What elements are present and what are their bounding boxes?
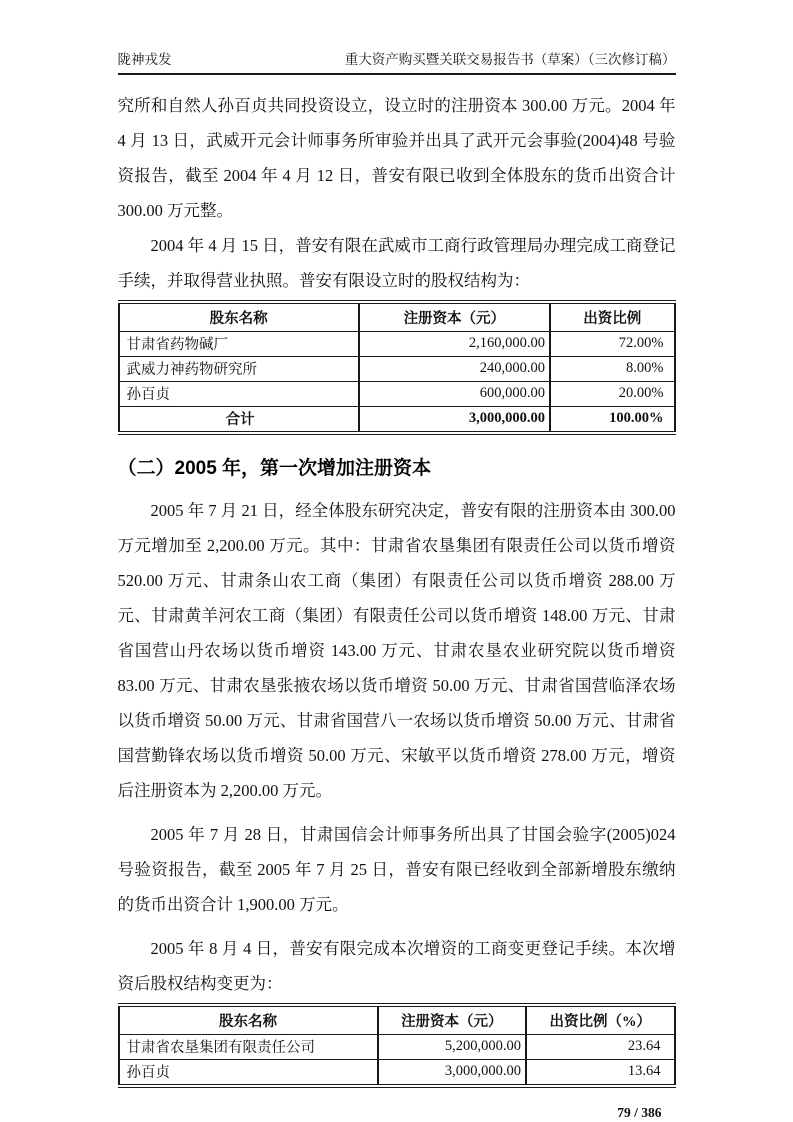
paragraph-establishment: 究所和自然人孙百贞共同投资设立，设立时的注册资本 300.00 万元。2004 年 4 月 13 日，武威开元会计师事务所审验并出具了武开元会事验(2004)48 号验资报告，截至 2004 年 4 月 12 日，普安有限已收到全体股东的货币出资合计 300.00 万元整。 [117,96,676,220]
paragraph-capital-increase: 2005 年 7 月 21 日，经全体股东研究决定，普安有限的注册资本由 300.00 万元增加至 2,200.00 万元。其中：甘肃省农垦集团有限责任公司以货币增资 520.00 万元、甘肃条山农工商（集团）有限责任公司以货币增资 288.00 万元、甘肃黄羊河农工商（集团）有限责任公司以货币增资 148.00 万元、甘肃省国营山丹农场以货币增资 143.00 万元、甘肃农垦农业研究院以货币增资 83.00 万元、甘肃农垦张掖农场以货币增资 50.00 万元、甘肃省国营临泽农场以货币增资 50.00 万元、甘肃省国营八一农场以货币增资 50.00 万元、甘肃省国营勤锋农场以货币增资 50.00 万元、宋敏平以货币增资 278.00 万元，增资后注册资本为 2,200.00 万元。 [117,501,676,800]
capital-cell: 240,000.00 [359,356,550,381]
paragraph-capital-verification: 2005 年 7 月 28 日，甘肃国信会计师事务所出具了甘国会验字(2005)024 号验资报告，截至 2005 年 7 月 25 日，普安有限已经收到全部新增股东缴纳的货币出资合计 1,900.00 万元。 [117,825,676,914]
table-header-row [119,1007,675,1034]
shareholder-table-initial [118,300,676,435]
col-header-shareholder: 股东名称 [119,304,359,331]
table-row [119,1034,675,1059]
table-row [119,356,675,381]
col-header-capital: 注册资本（元） [378,1007,526,1034]
header-report-title: 重大资产购买暨关联交易报告书（草案）（三次修订稿） [344,52,676,67]
col-header-shareholder: 股东名称 [119,1007,378,1034]
paragraph-registration-change: 2005 年 8 月 4 日，普安有限完成本次增资的工商变更登记手续。本次增资后股权结构变更为： [117,939,676,993]
ratio-cell: 13.64 [526,1059,674,1084]
table-row [119,1059,675,1084]
col-header-ratio: 出资比例（%） [526,1007,674,1034]
running-header [118,50,676,75]
ratio-cell: 23.64 [526,1034,674,1059]
shareholder-name-cell: 孙百贞 [119,381,359,406]
shareholder-table-after-increase [118,1003,676,1088]
shareholder-name-cell: 武威力神药物研究所 [119,356,359,381]
total-ratio-cell: 100.00% [550,406,675,431]
section-heading: （二）2005 年，第一次增加注册资本 [117,458,432,479]
ratio-cell: 8.00% [550,356,675,381]
table-total-row [119,406,675,431]
capital-cell: 5,200,000.00 [378,1034,526,1059]
page-number: 79 / 386 [617,1105,662,1120]
paragraph-registration: 2004 年 4 月 15 日，普安有限在武威市工商行政管理局办理完成工商登记手续，并取得营业执照。普安有限设立时的股权结构为： [117,236,676,290]
total-label-cell: 合计 [119,406,359,431]
shareholder-name-cell: 孙百贞 [119,1059,378,1084]
ratio-cell: 20.00% [550,381,675,406]
capital-cell: 3,000,000.00 [378,1059,526,1084]
table-header-row [119,304,675,331]
table-row [119,381,675,406]
ratio-cell: 72.00% [550,331,675,356]
col-header-ratio: 出资比例 [550,304,675,331]
shareholder-name-cell: 甘肃省药物碱厂 [119,331,359,356]
capital-cell: 2,160,000.00 [359,331,550,356]
total-capital-cell: 3,000,000.00 [359,406,550,431]
col-header-capital: 注册资本（元） [359,304,550,331]
table-row [119,331,675,356]
capital-cell: 600,000.00 [359,381,550,406]
header-company-name: 陇神戎发 [117,52,172,67]
shareholder-name-cell: 甘肃省农垦集团有限责任公司 [119,1034,378,1059]
